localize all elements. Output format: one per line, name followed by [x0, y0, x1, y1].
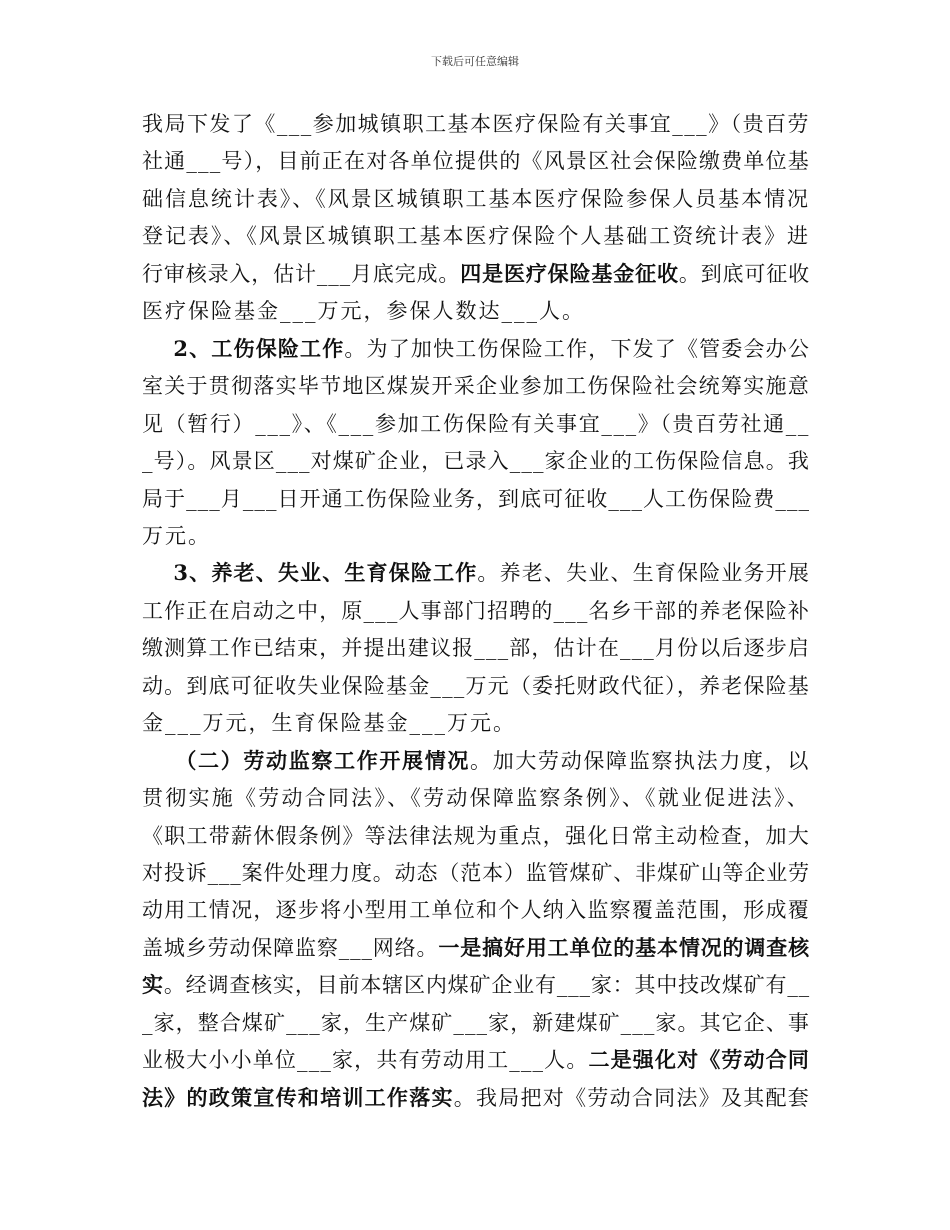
body-text: 行审核录入，估计___月底完成。 — [142, 261, 461, 286]
text-line — [142, 187, 810, 211]
body-text — [142, 561, 173, 585]
body-text: 盖城乡劳动保障监察___网络。 — [142, 935, 439, 960]
body-text: 动用工情况，逐步将小型用工单位和个人纳入监察覆盖范围，形成覆 — [142, 898, 810, 923]
text-line — [142, 561, 810, 585]
body-text: 。养老、失业、生育保险业务开展 — [477, 561, 810, 586]
body-text: 业极大小小单位___家，共有劳动用工___人。 — [142, 1048, 589, 1073]
body-text: 。为了加快工伤保险工作，下发了《管委会办公 — [344, 336, 810, 361]
text-line — [142, 262, 810, 286]
body-text: 贯彻实施《劳动合同法》、《劳动保障监察条例》、《就业促进法》、 — [142, 786, 810, 811]
text-line — [142, 973, 810, 997]
text-line — [142, 636, 810, 660]
text-line — [142, 786, 810, 810]
bold-heading-text: 法》的政策宣传和培训工作落实 — [142, 1084, 454, 1110]
text-line — [142, 112, 810, 136]
body-text: 《职工带薪休假条例》等法律法规为重点，强化日常主动检查，加大 — [142, 823, 810, 848]
body-text: 医疗保险基金___万元，参保人数达___人。 — [142, 299, 585, 324]
page-header: 下载后可任意编辑 — [431, 55, 519, 68]
body-text: 缴测算工作已结束，并提出建议报___部，估计在___月份以后逐步启 — [142, 636, 810, 661]
text-line — [142, 824, 810, 848]
text-line — [142, 224, 810, 248]
body-text: 础信息统计表》、《风景区城镇职工基本医疗保险参保人员基本情况 — [142, 186, 810, 211]
body-text: 我局下发了《___参加城镇职工基本医疗保险有关事宜___》（贵百劳 — [142, 112, 810, 136]
text-line — [142, 374, 810, 398]
bold-heading-text: 二是强化对《劳动合同 — [588, 1047, 810, 1073]
body-text — [142, 749, 175, 773]
body-text: 动。到底可征收失业保险基金___万元（委托财政代征），养老保险基 — [142, 673, 810, 698]
text-line — [142, 898, 810, 922]
text-line — [142, 599, 810, 623]
body-text: 对投诉___案件处理力度。动态（范本）监管煤矿、非煤矿山等企业劳 — [142, 861, 810, 885]
text-line — [142, 149, 810, 173]
text-line — [142, 524, 211, 548]
bold-heading-text: 四是医疗保险基金征收 — [460, 260, 679, 286]
text-line — [142, 299, 585, 323]
body-text: 社通___号），目前正在对各单位提供的《风景区社会保险缴费单位基 — [142, 149, 810, 174]
text-line — [142, 487, 810, 511]
text-line — [142, 412, 810, 436]
text-line — [142, 711, 516, 735]
bold-heading-text: 实 — [142, 972, 164, 998]
text-line — [142, 1011, 810, 1035]
body-text: 室关于贯彻落实毕节地区煤炭开采企业参加工伤保险社会统筹实施意 — [142, 374, 810, 399]
text-line — [142, 749, 810, 773]
body-text: 工作正在启动之中，原___人事部门招聘的___名乡干部的养老保险补 — [142, 598, 810, 623]
text-line — [142, 1086, 810, 1110]
body-text: 。到底可征收 — [678, 261, 810, 286]
body-text: _家，整合煤矿___家，生产煤矿___家，新建煤矿___家。其它企、事 — [142, 1010, 810, 1035]
body-text — [142, 337, 173, 361]
body-text: 登记表》、《风景区城镇职工基本医疗保险个人基础工资统计表》进 — [142, 224, 810, 249]
body-text: 金___万元，生育保险基金___万元。 — [142, 711, 516, 736]
body-text: 。我局把对《劳动合同法》及其配套 — [453, 1085, 810, 1110]
text-line — [142, 449, 810, 473]
bold-heading-text: 2、工伤保险工作 — [173, 335, 345, 361]
body-text: 局于___月___日开通工伤保险业务，到底可征收___人工伤保险费___ — [142, 486, 810, 511]
text-line — [142, 1048, 810, 1072]
body-text: 。加大劳动保障监察执法力度，以 — [470, 748, 811, 773]
text-line — [142, 861, 810, 885]
bold-heading-text: 一是搞好用工单位的基本情况的调查核 — [438, 934, 810, 960]
body-text: 万元。 — [142, 523, 211, 548]
body-text: 见（暂行）___》、《___参加工伤保险有关事宜___》（贵百劳社通__ — [142, 411, 810, 436]
text-line — [142, 936, 810, 960]
body-text: 。经调查核实，目前本辖区内煤矿企业有___家：其中技改煤矿有__ — [163, 973, 811, 998]
bold-heading-text: 3、养老、失业、生育保险工作 — [173, 560, 478, 586]
text-line — [142, 337, 810, 361]
bold-heading-text: （二）劳动监察工作开展情况 — [175, 747, 471, 773]
body-text: _号）。风景区___对煤矿企业，已录入___家企业的工伤保险信息。我 — [142, 449, 810, 474]
text-line — [142, 674, 810, 698]
